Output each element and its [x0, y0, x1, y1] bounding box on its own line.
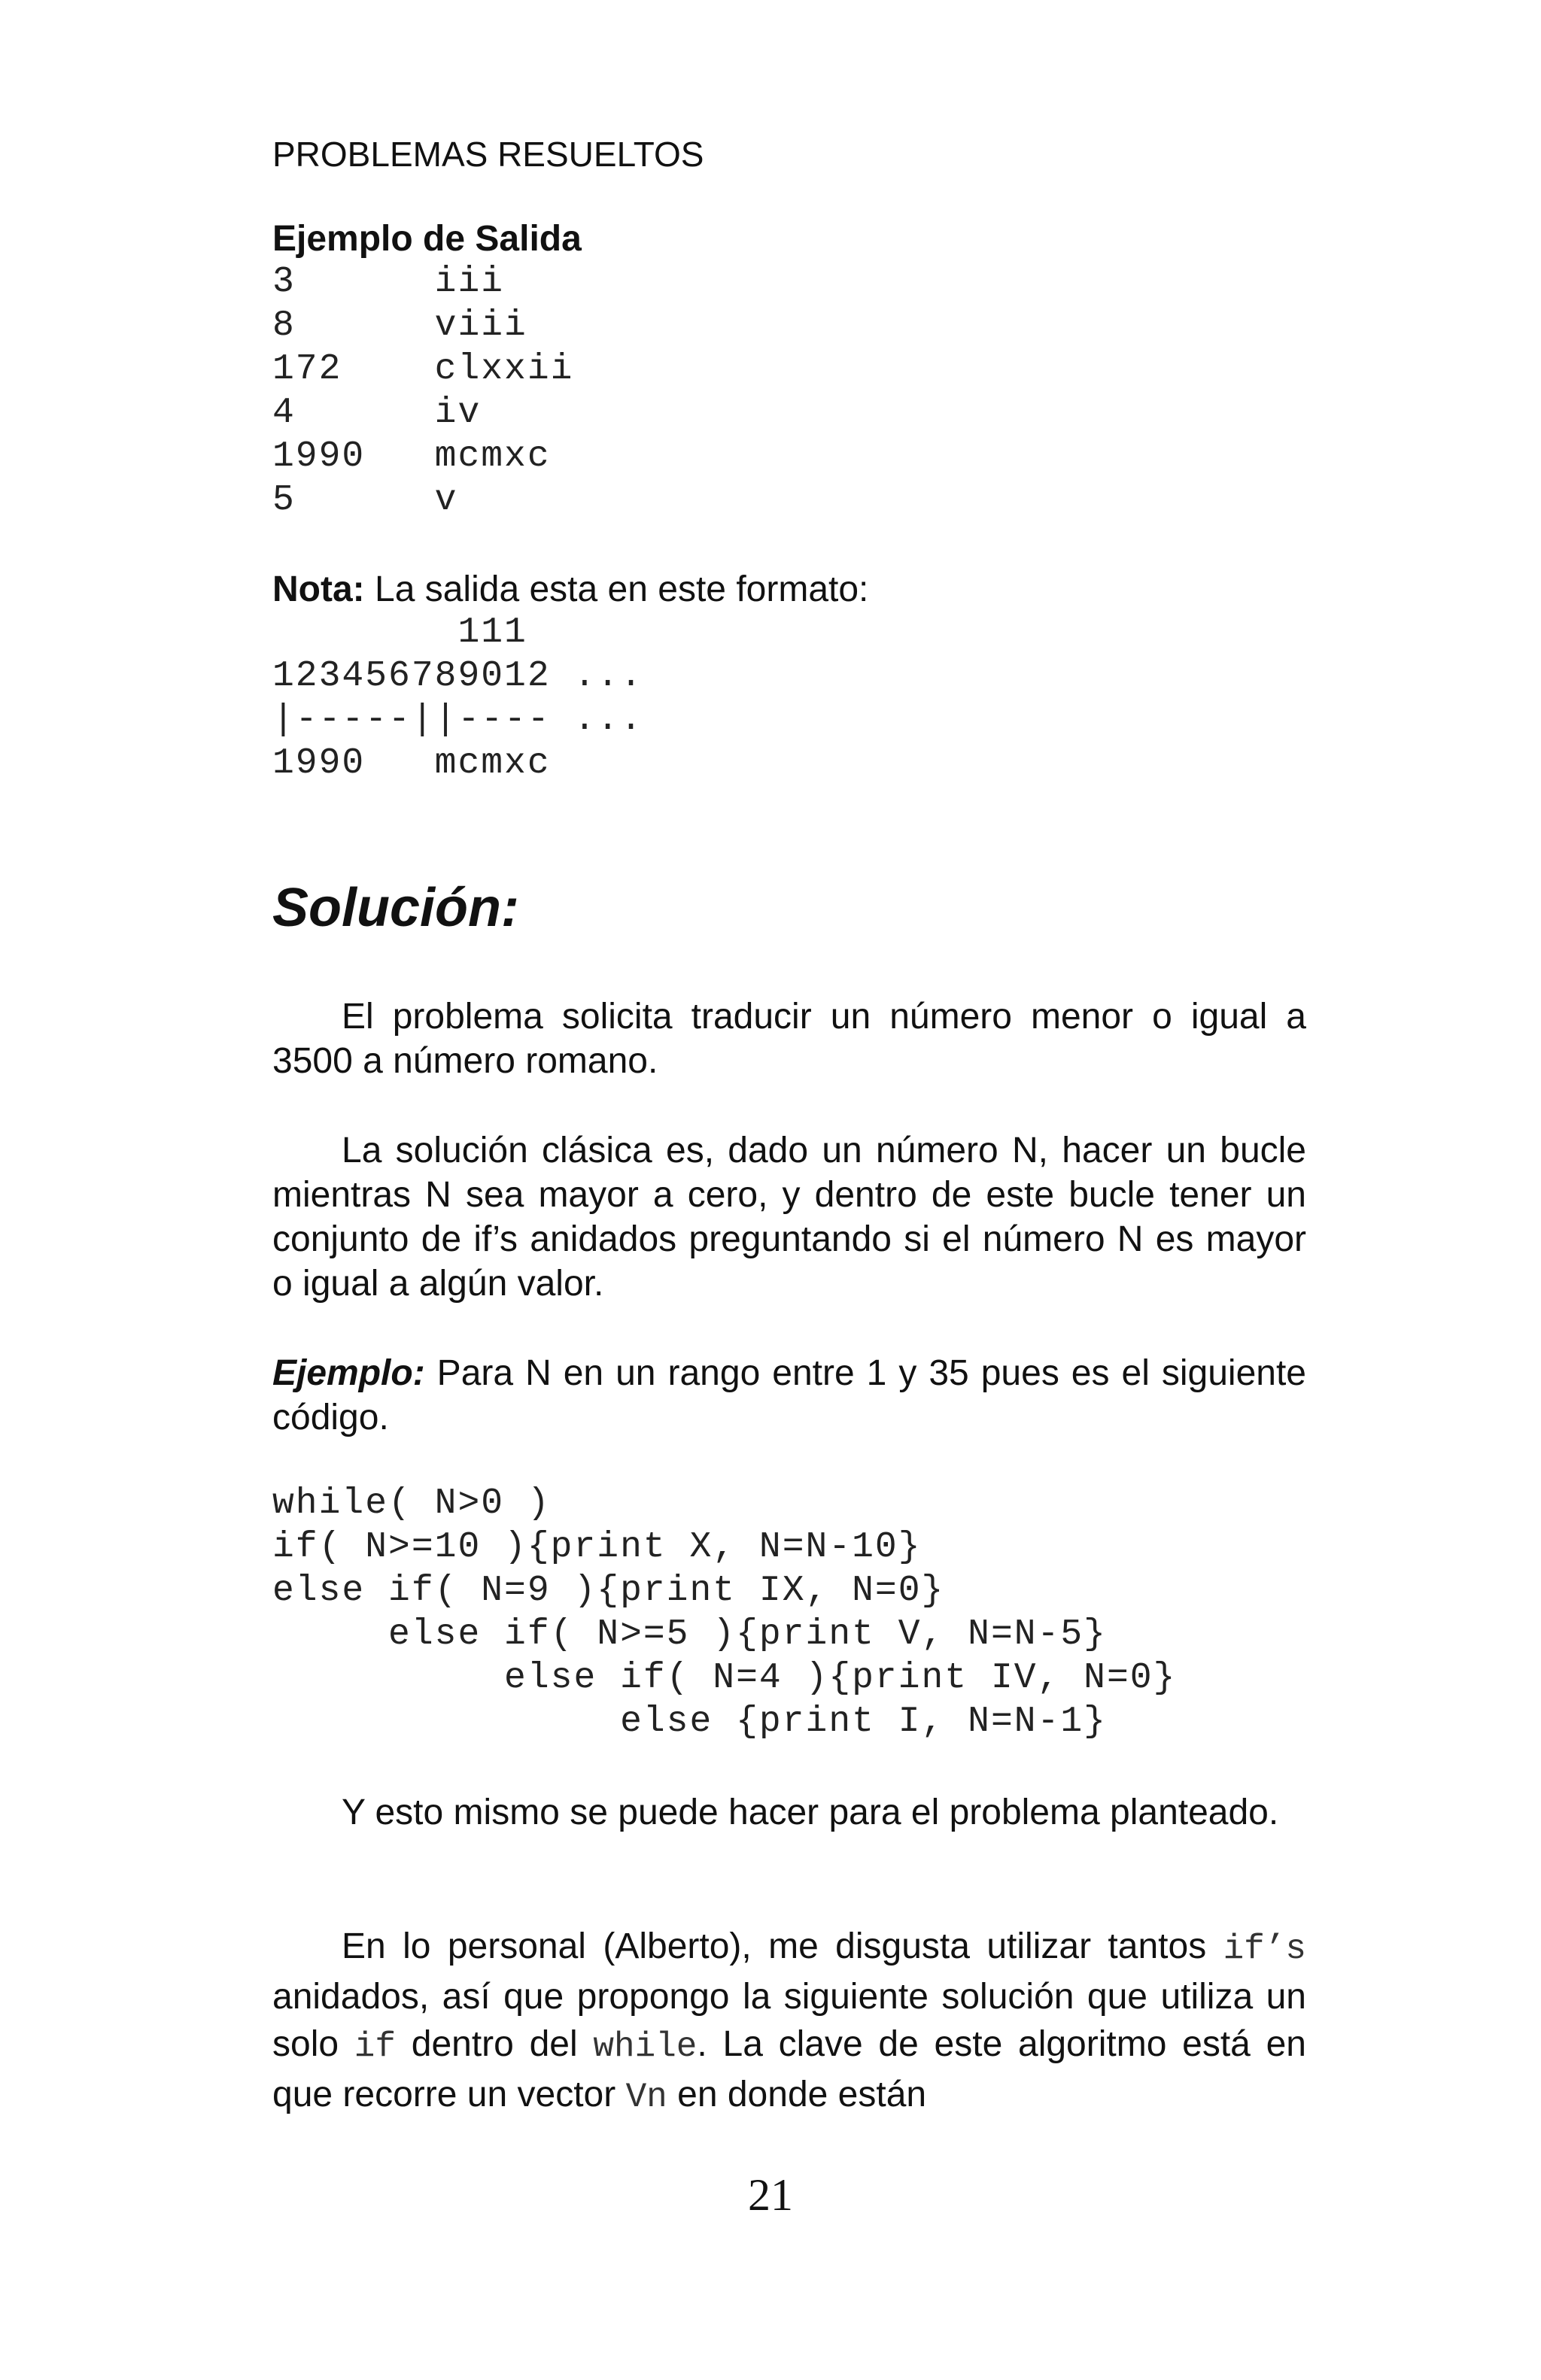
text-run: En lo personal (Alberto), me disgusta utilizar tantos — [342, 1926, 1223, 1966]
code-line: else if( N=4 ){print IV, N=0} — [272, 1658, 1177, 1698]
format-line: 123456789012 ... — [272, 656, 643, 697]
note-label: Nota: — [272, 569, 365, 609]
solution-heading: Solución: — [272, 878, 519, 938]
code-line: if( N>=10 ){print X, N=N-10} — [272, 1527, 922, 1568]
output-line: 1990 mcmxc — [272, 436, 551, 477]
example-output-title: Ejemplo de Salida — [272, 219, 582, 259]
page-number: 21 — [748, 2170, 793, 2220]
note-text: La salida esta en este formato: — [364, 569, 869, 609]
example-paragraph — [272, 1351, 1306, 1440]
output-line: 172 clxxii — [272, 349, 574, 390]
text-run: . La clave de este algoritmo está en que recorre un vector — [272, 2024, 1307, 2114]
text-run: en donde están — [667, 2075, 927, 2114]
output-line: 5 v — [272, 480, 458, 521]
format-line: 111 — [272, 612, 527, 653]
note — [272, 569, 868, 610]
text-run: dentro del — [396, 2024, 594, 2064]
code-line: else if( N>=5 ){print V, N=N-5} — [272, 1614, 1107, 1655]
paragraph: Y esto mismo se puede hacer para el problema planteado. — [342, 1793, 1279, 1832]
output-line: 8 viii — [272, 305, 527, 346]
output-line: 4 iv — [272, 393, 482, 433]
running-header: PROBLEMAS RESUELTOS — [272, 135, 704, 174]
example-label: Ejemplo: — [272, 1353, 425, 1393]
format-line: 1990 mcmxc — [272, 743, 551, 784]
code-line: else {print I, N=N-1} — [272, 1702, 1107, 1742]
example-text: Para N en un rango entre 1 y 35 pues es el siguiente código. — [272, 1353, 1306, 1437]
paragraph: El problema solicita traducir un número menor o igual a 3500 a número romano. — [272, 997, 1306, 1081]
code-line: while( N>0 ) — [272, 1483, 551, 1524]
inline-code: if’s — [1223, 1929, 1306, 1969]
inline-code: Vn — [625, 2078, 667, 2117]
paragraph — [272, 1923, 1306, 2121]
format-line: |-----||---- ... — [272, 700, 643, 740]
output-line: 3 iii — [272, 262, 505, 302]
inline-code: if — [354, 2027, 397, 2066]
code-line: else if( N=9 ){print IX, N=0} — [272, 1571, 945, 1611]
paragraph: La solución clásica es, dado un número N, hacer un bucle mientras N sea mayor a cero, y dentro de este bucle tener un conjunto de if’s anidados preguntando si el número N es mayor o igual a algún valor. — [272, 1131, 1306, 1304]
text-run: anidados, así que propongo la siguiente solución que utiliza un solo — [272, 1977, 1306, 2064]
inline-code: while — [593, 2027, 698, 2066]
